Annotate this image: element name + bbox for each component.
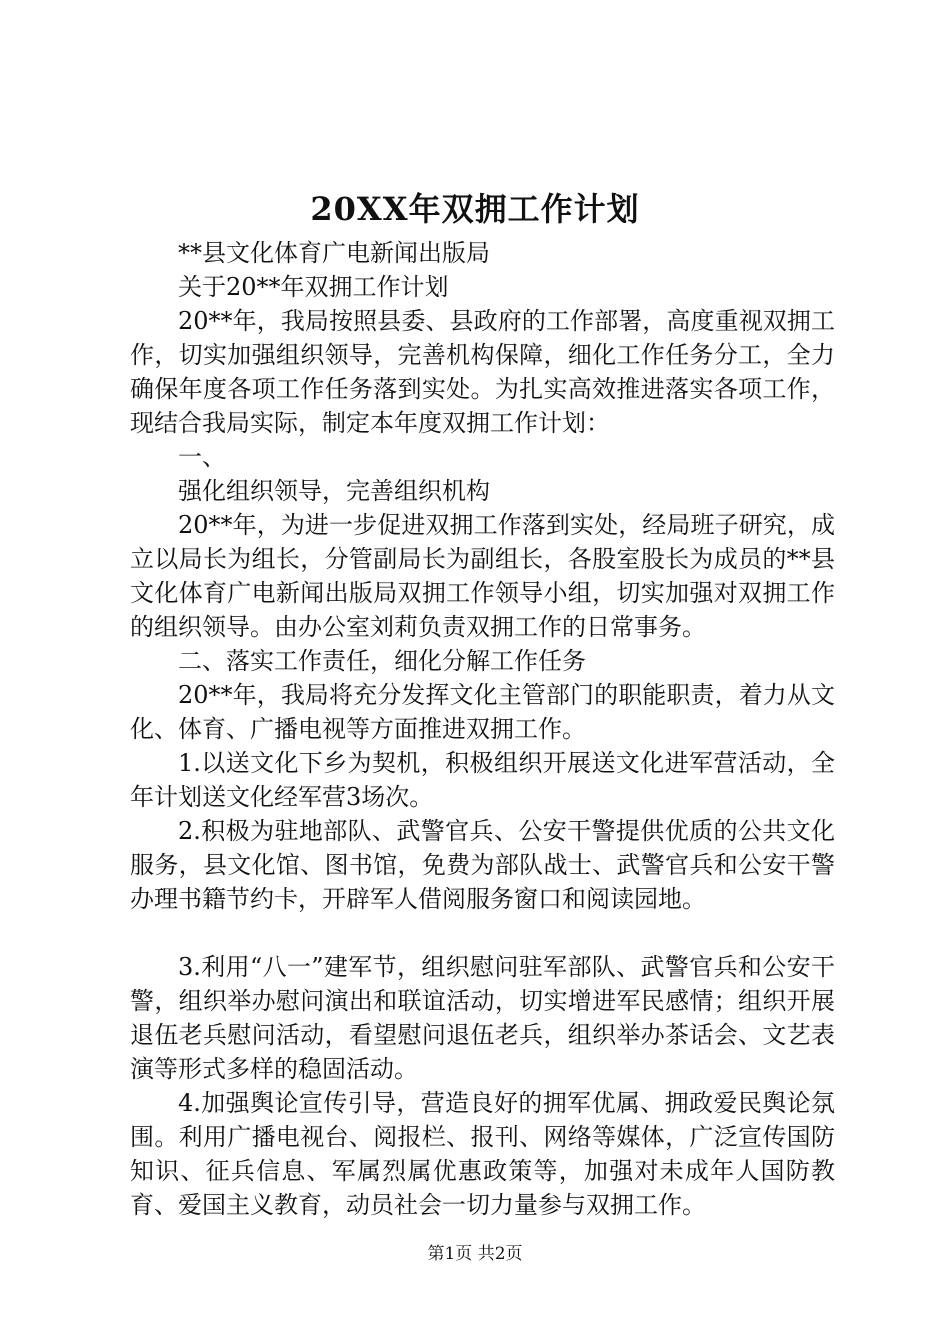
section-heading-two: 二、落实工作责任，细化分解工作任务 [178,647,586,675]
paragraph-issuer: **县文化体育广电新闻出版局 [178,239,490,267]
document-body [130,236,835,1222]
list-item-2: 2.积极为驻地部队、武警官兵、公安干警提供优质的公共文化服务，县文化馆、图书馆，免费为部队战士、武警官兵和公安干警办理书籍节约卡，开辟军人借阅服务窗口和阅读园地。 [130,817,835,913]
paragraph-intro: 20**年，我局按照县委、县政府的工作部署，高度重视双拥工作，切实加强组织领导，完善机构保障，细化工作任务分工，全力确保年度各项工作任务落到实处。为扎实高效推进落实各项工作，现结合我局实际，制定本年度双拥工作计划： [130,307,835,437]
section-heading-one: 强化组织领导，完善组织机构 [178,477,490,505]
page-number-footer: 第1页 共2页 [427,1244,523,1264]
paragraph-subject: 关于20**年双拥工作计划 [178,273,449,301]
section-number-one: 一、 [178,443,226,471]
paragraph-responsibility: 20**年，我局将充分发挥文化主管部门的职能职责，着力从文化、体育、广播电视等方面推进双拥工作。 [130,681,835,743]
list-item-3: 3.利用“八一”建军节，组织慰问驻军部队、武警官兵和公安干警，组织举办慰问演出和联谊活动，切实增进军民感情；组织开展退伍老兵慰问活动，看望慰问退伍老兵，组织举办茶话会、文艺表演等形式多样的稳固活动。 [130,953,835,1083]
list-item-1: 1.以送文化下乡为契机，积极组织开展送文化进军营活动，全年计划送文化经军营3场次。 [130,749,835,811]
list-item-4: 4.加强舆论宣传引导，营造良好的拥军优属、拥政爱民舆论氛围。利用广播电视台、阅报栏、报刊、网络等媒体，广泛宣传国防知识、征兵信息、军属烈属优惠政策等，加强对未成年人国防教育、爱国主义教育，动员社会一切力量参与双拥工作。 [130,1089,835,1219]
document-title: 20XX年双拥工作计划 [310,190,640,228]
paragraph-leadership: 20**年，为进一步促进双拥工作落到实处，经局班子研究，成立以局长为组长，分管副局长为副组长，各股室股长为成员的**县文化体育广电新闻出版局双拥工作领导小组，切实加强对双拥工作的组织领导。由办公室刘莉负责双拥工作的日常事务。 [130,511,835,641]
